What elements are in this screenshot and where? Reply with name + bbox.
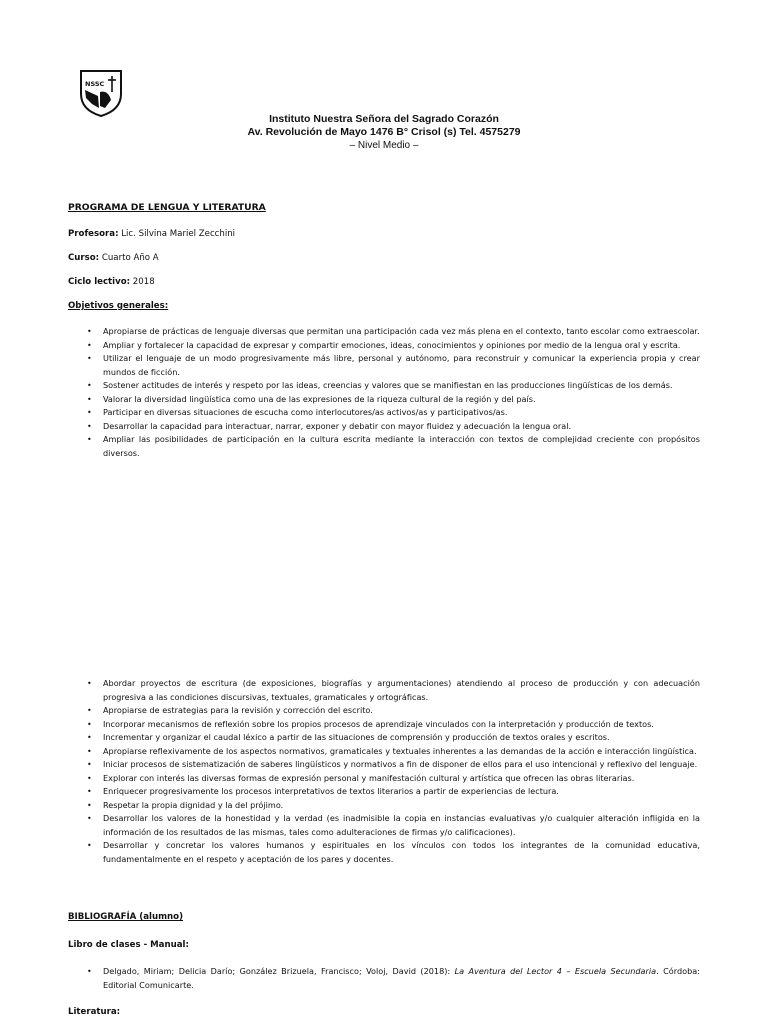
manual-list: [86, 965, 700, 992]
list-item: [86, 379, 700, 393]
list-item: [86, 839, 700, 866]
bullet: •: [87, 394, 92, 404]
institution-level: – Nivel Medio –: [349, 140, 419, 151]
bullet: •: [87, 340, 92, 350]
list-item-text: Sostener actitudes de interés y respeto por las ideas, creencias y valores que se manifiestan en las producciones lingüísticas de los demás.: [103, 380, 673, 390]
bullet: •: [87, 733, 92, 742]
institution-address: Av. Revolución de Mayo 1476 B° Crisol (s) Tel. 4575279: [247, 126, 521, 138]
list-item: [86, 433, 700, 460]
year-value: 2018: [130, 277, 155, 287]
bullet: •: [87, 679, 92, 688]
list-item-text: Explorar con interés las diversas formas de expresión personal y manifestación cultural y artística que ofrecen las obras literarias.: [103, 772, 635, 783]
list-item-text: Incorporar mecanismos de reflexión sobre los propios procesos de aprendizaje vinculados con la interpretación y producción de textos.: [103, 718, 654, 729]
list-item: [86, 704, 700, 718]
course-label: Curso:: [68, 253, 100, 263]
objectives-title: Objetivos generales:: [68, 301, 169, 311]
school-crest-icon: [78, 68, 124, 118]
list-item-text: Iniciar procesos de sistematización de saberes lingüísticos y normativos a fin de disponer de ellos para el uso intencional y reflexivo del lenguaje.: [103, 759, 698, 769]
list-item-text: Enriquecer progresivamente los procesos interpretativos de textos literarios a partir de experiencias de lectura.: [103, 786, 559, 796]
bullet: •: [87, 421, 92, 431]
list-item: [86, 420, 700, 434]
manual-title: La Aventura del Lector 4 – Escuela Secundaria: [454, 966, 657, 976]
institution-name: Instituto Nuestra Señora del Sagrado Corazón: [269, 113, 499, 125]
manual-label: Libro de clases - Manual:: [68, 940, 189, 950]
program-title: PROGRAMA DE LENGUA Y LITERATURA: [68, 202, 266, 213]
year-line: [68, 276, 155, 288]
list-item-text: Apropiarse reflexivamente de los aspectos normativos, gramaticales y textuales inherentes a las demandas de la acción e interacción lingüística.: [103, 745, 697, 756]
bullet: •: [87, 435, 92, 444]
course-line: [68, 252, 159, 264]
bullet: •: [87, 706, 92, 715]
list-item-text: Incrementar y organizar el caudal léxico a partir de las situaciones de comprensión y producción de textos orales y escritos.: [103, 732, 610, 742]
manual-authors: Delgado, Miriam; Delicia Darío; González Brizuela, Francisco; Voloj, David (2018):: [103, 966, 455, 976]
objectives-list-1: [86, 325, 700, 460]
literature-label: Literatura:: [68, 1007, 121, 1017]
list-item: [86, 745, 700, 759]
bullet: •: [87, 381, 92, 390]
teacher-label: Profesora:: [68, 229, 119, 239]
list-item: [86, 772, 700, 786]
bullet: •: [87, 719, 92, 729]
list-item: [86, 677, 700, 704]
bullet: •: [87, 814, 92, 823]
objectives-list-2: [86, 677, 700, 866]
list-item: [86, 812, 700, 839]
bullet: •: [87, 354, 92, 363]
list-item-text: Participar en diversas situaciones de escucha como interlocutores/as activos/as y participativos/as.: [103, 407, 508, 417]
list-item-text: Apropiarse de prácticas de lenguaje diversas que permitan una participación cada vez más plena en el contexto, tanto escolar como extraescolar.: [103, 326, 700, 336]
bullet: •: [87, 967, 92, 976]
list-item: [86, 393, 700, 407]
list-item: [86, 731, 700, 745]
list-item: [86, 325, 700, 339]
list-item-text: Utilizar el lenguaje de un modo progresivamente más libre, personal y autónomo, para reconstruir y comunicar la experiencia propia y crear mundos de ficción.: [103, 353, 700, 377]
list-item: [86, 785, 700, 799]
bullet: •: [87, 841, 92, 850]
bullet: •: [87, 773, 92, 783]
list-item: [86, 406, 700, 420]
bibliography-title: BIBLIOGRAFÍA (alumno): [68, 912, 184, 922]
list-item-text: Ampliar las posibilidades de participación en la cultura escrita mediante la interacción con textos de complejidad creciente con propósitos diversos.: [103, 434, 700, 458]
list-item: [86, 965, 700, 992]
list-item: [86, 352, 700, 379]
list-item: [86, 799, 700, 813]
list-item: [86, 758, 700, 772]
list-item-text: Valorar la diversidad lingüística como una de las expresiones de la riqueza cultural de la región y del país.: [103, 393, 536, 404]
list-item-text: Desarrollar los valores de la honestidad y la verdad (es inadmisible la copia en instancias evaluativas y/o cualquier alteración infligida en la información de los resultados de las mismas, tales como adulteraciones de firmas y/o calificaciones).: [103, 813, 700, 837]
bullet: •: [87, 746, 92, 756]
bullet: •: [87, 408, 92, 417]
bullet: •: [87, 800, 92, 810]
list-item-text: Respetar la propia dignidad y la del prójimo.: [103, 799, 284, 810]
list-item-text: Ampliar y fortalecer la capacidad de expresar y compartir emociones, ideas, conocimientos y opiniones por medio de la lengua oral y escrita.: [103, 339, 681, 350]
list-item-text: Apropiarse de estrategias para la revisión y corrección del escrito.: [103, 705, 373, 715]
teacher-line: [68, 228, 235, 240]
course-value: Cuarto Año A: [99, 253, 159, 263]
year-label: Ciclo lectivo:: [68, 277, 131, 287]
bullet: •: [87, 787, 92, 796]
bullet: •: [87, 760, 92, 769]
list-item: [86, 718, 700, 732]
list-item-text: Desarrollar y concretar los valores humanos y espirituales en los vínculos con todos los integrantes de la comunidad educativa, fundamentalmente en el respeto y aceptación de los pares y docentes.: [103, 840, 700, 864]
logo-text: NSSC: [85, 80, 105, 88]
teacher-value: Lic. Silvina Mariel Zecchini: [118, 229, 236, 239]
bullet: •: [87, 327, 92, 336]
list-item-text: Desarrollar la capacidad para interactuar, narrar, exponer y debatir con mayor fluidez y adecuación la lengua oral.: [103, 420, 572, 431]
manual-publisher: . Córdoba: Editorial Comunicarte.: [103, 966, 700, 990]
institution-header: [0, 113, 768, 152]
list-item: [86, 339, 700, 353]
list-item-text: Abordar proyectos de escritura (de exposiciones, biografías y argumentaciones) atendiendo al proceso de producción y con adecuación progresiva a las condiciones discursivas, textuales, gramaticales y ortográficas.: [103, 678, 700, 702]
